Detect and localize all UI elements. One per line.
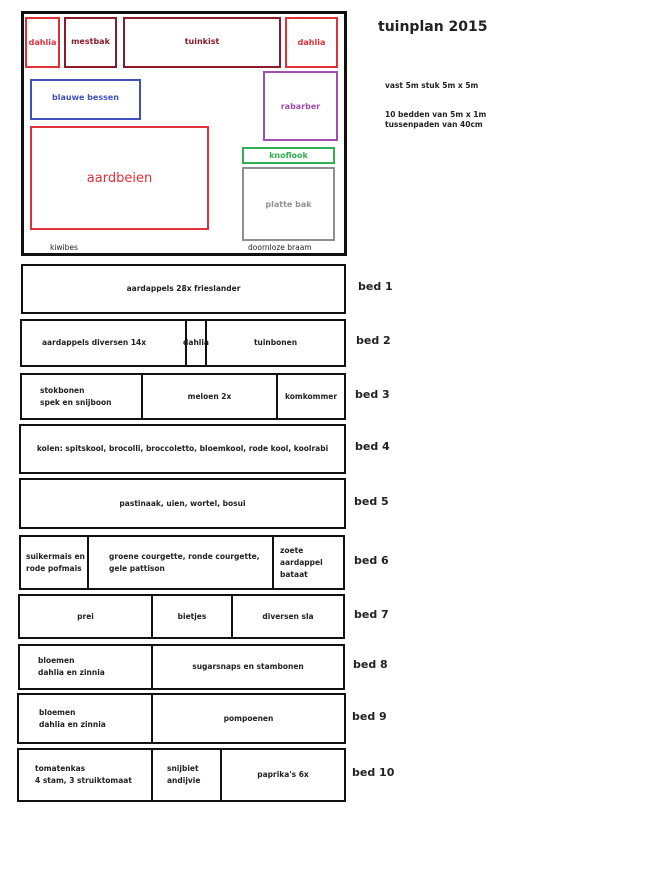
bed-section xyxy=(141,375,276,418)
bed-section-label xyxy=(262,611,313,623)
label-line: dahlia en zinnia xyxy=(38,668,105,677)
area-aardbeien xyxy=(30,126,209,230)
bed-section-label xyxy=(26,551,85,575)
label-line: bataat xyxy=(280,569,308,579)
bed-section-label xyxy=(224,713,274,725)
bed-10 xyxy=(17,748,346,802)
area-label: dahlia xyxy=(28,38,57,47)
bed-9 xyxy=(17,693,346,744)
label-line: bloemen xyxy=(39,707,76,717)
doornloze-braam-label: doornloze braam xyxy=(248,243,312,252)
area-knoflook xyxy=(242,147,335,164)
bed-section-label xyxy=(254,337,297,349)
bed-section-label xyxy=(35,763,132,787)
bed-label: bed 2 xyxy=(356,334,391,347)
bed-1 xyxy=(21,264,346,314)
bed-section-label xyxy=(257,769,309,781)
label-line: tomatenkas xyxy=(35,764,86,773)
bed-section xyxy=(183,321,209,365)
label-line: 4 stam, 3 struiktomaat xyxy=(35,776,132,785)
bed-label: bed 4 xyxy=(355,440,390,453)
label-line: meloen 2x xyxy=(187,391,232,401)
label-line: aardappels 28x frieslander xyxy=(126,284,241,293)
bed-section xyxy=(21,480,344,527)
bed-section-label xyxy=(77,611,94,623)
area-label: mestbak xyxy=(71,37,110,46)
area-tuinkist xyxy=(123,17,281,68)
bed-label: bed 9 xyxy=(352,709,387,723)
label-line: snijbiet xyxy=(167,764,199,773)
bed-label: bed 8 xyxy=(353,658,388,671)
bed-6 xyxy=(19,535,345,590)
kiwibes-label: kiwibes xyxy=(50,243,78,252)
area-label: knoflook xyxy=(269,151,308,160)
bed-section xyxy=(151,750,220,800)
bed-label: bed 5 xyxy=(354,494,389,508)
bed-label: bed 10 xyxy=(352,766,395,779)
bed-section-label xyxy=(178,611,207,623)
label-line: kolen: spitskool, brocolli, broccoletto, bloemkool, rode kool, koolrabi xyxy=(36,444,329,453)
bed-section xyxy=(205,321,344,365)
label-line: dahlia en zinnia xyxy=(39,719,106,729)
note-paths: tussenpaden van 40cm xyxy=(385,120,483,129)
note-plot-size: vast 5m stuk 5m x 5m xyxy=(385,81,479,90)
bed-section-label xyxy=(280,545,343,581)
bed-label: bed 1 xyxy=(358,280,393,293)
bed-section-label xyxy=(192,661,304,673)
bed-section xyxy=(151,695,344,742)
bed-section-label xyxy=(188,391,232,403)
label-line: diversen sla xyxy=(262,611,314,621)
area-rabarber xyxy=(263,71,338,141)
label-line: prei xyxy=(77,611,94,621)
label-line: suikermais en xyxy=(26,551,85,561)
label-line: sugarsnaps en stambonen xyxy=(192,662,304,671)
bed-section-label xyxy=(42,337,146,349)
bed-section xyxy=(151,646,343,688)
bed-section-label xyxy=(285,391,337,403)
area-platte-bak xyxy=(242,167,335,241)
bed-label: bed 6 xyxy=(354,553,389,567)
label-line: bloemen xyxy=(38,656,75,665)
bed-section-label xyxy=(119,498,245,510)
area-label: blauwe bessen xyxy=(52,93,119,102)
area-label: rabarber xyxy=(280,101,321,111)
bed-5 xyxy=(19,478,346,529)
label-line: groene courgette, ronde courgette, xyxy=(109,551,260,561)
bed-section xyxy=(22,321,185,365)
area-dahlia-left xyxy=(25,17,60,68)
area-dahlia-right xyxy=(285,17,338,68)
label-line: pompoenen xyxy=(223,713,274,723)
bed-section xyxy=(20,646,151,688)
area-mestbak xyxy=(64,17,117,68)
page-title: tuinplan 2015 xyxy=(378,19,488,35)
bed-section xyxy=(22,375,141,418)
label-line: andijvie xyxy=(167,776,201,785)
bed-section xyxy=(220,750,344,800)
label-line: pastinaak, uien, wortel, bosui xyxy=(119,498,246,508)
bed-label: bed 3 xyxy=(355,387,390,401)
bed-section xyxy=(20,596,151,637)
bed-section xyxy=(87,537,272,588)
bed-3 xyxy=(20,373,346,420)
label-line: komkommer xyxy=(284,391,338,401)
area-label: tuinkist xyxy=(184,37,220,46)
bed-section xyxy=(272,537,343,588)
area-label: aardbeien xyxy=(86,170,153,186)
bed-section xyxy=(276,375,344,418)
label-line: aardappels diversen 14x xyxy=(42,338,147,347)
bed-section-label xyxy=(40,385,112,409)
label-line: dahlia xyxy=(183,338,209,347)
area-label: platte bak xyxy=(265,199,312,209)
bed-section xyxy=(21,426,344,472)
bed-section-label xyxy=(37,443,328,455)
bed-label: bed 7 xyxy=(354,607,389,621)
bed-section-label xyxy=(167,763,200,787)
label-line: gele pattison xyxy=(109,563,165,573)
label-line: bietjes xyxy=(177,611,207,621)
bed-7 xyxy=(18,594,345,639)
note-beds: 10 bedden van 5m x 1m xyxy=(385,110,487,119)
area-label: dahlia xyxy=(297,38,326,47)
bed-section xyxy=(19,750,151,800)
area-blauwe-bessen xyxy=(30,79,141,120)
label-line: spek en snijboon xyxy=(40,397,112,407)
bed-section xyxy=(23,266,344,312)
bed-section xyxy=(231,596,343,637)
bed-section xyxy=(151,596,231,637)
label-line: rode pofmais xyxy=(26,563,82,573)
bed-4 xyxy=(19,424,346,474)
bed-section-label xyxy=(109,551,260,575)
bed-section-label xyxy=(39,707,106,731)
bed-section xyxy=(21,537,87,588)
bed-section-label xyxy=(127,283,241,295)
label-line: stokbonen xyxy=(40,385,85,395)
bed-section xyxy=(19,695,151,742)
bed-2 xyxy=(20,319,346,367)
label-line: paprika's 6x xyxy=(257,770,309,779)
bed-section-label xyxy=(38,655,105,679)
bed-8 xyxy=(18,644,345,690)
label-line: tuinbonen xyxy=(253,338,298,347)
label-line: zoete aardappel xyxy=(280,545,323,567)
